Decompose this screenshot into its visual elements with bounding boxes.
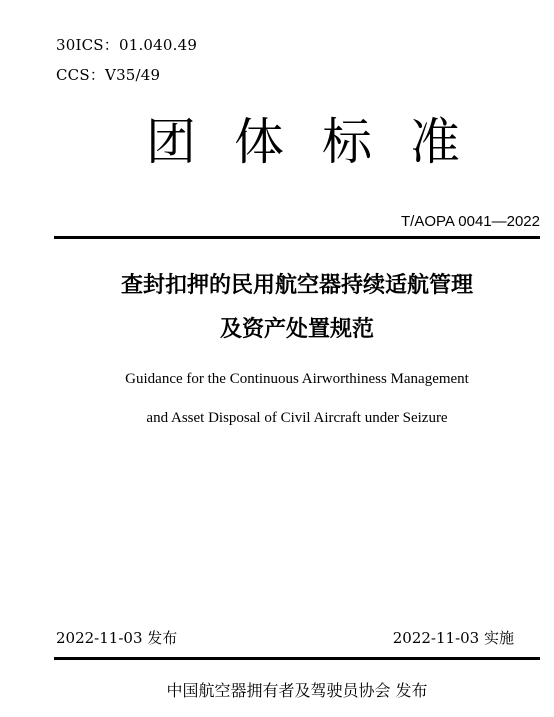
ccs-code: CCS：V35/49 xyxy=(56,66,161,84)
issue-date: 2022-11-03 发布 xyxy=(56,629,178,647)
effective-date: 2022-11-03 实施 xyxy=(392,629,514,647)
chinese-title-line-2: 及资产处置规范 xyxy=(219,317,374,342)
issuing-organization: 中国航空器拥有者及驾驶员协会 发布 xyxy=(166,681,428,700)
english-title-line-1: Guidance for the Continuous Airworthiness Management xyxy=(125,371,469,387)
english-title-line-2: and Asset Disposal of Civil Aircraft under Seizure xyxy=(146,410,448,426)
standard-number: T/AOPA 0041—2022 xyxy=(401,213,540,230)
chinese-title-line-1: 查封扣押的民用航空器持续适航管理 xyxy=(120,273,473,298)
ics-code: 30ICS：01.040.49 xyxy=(56,36,198,54)
document-category-title: 团体标准 xyxy=(146,113,498,171)
top-divider xyxy=(54,236,540,239)
bottom-divider xyxy=(54,657,540,660)
